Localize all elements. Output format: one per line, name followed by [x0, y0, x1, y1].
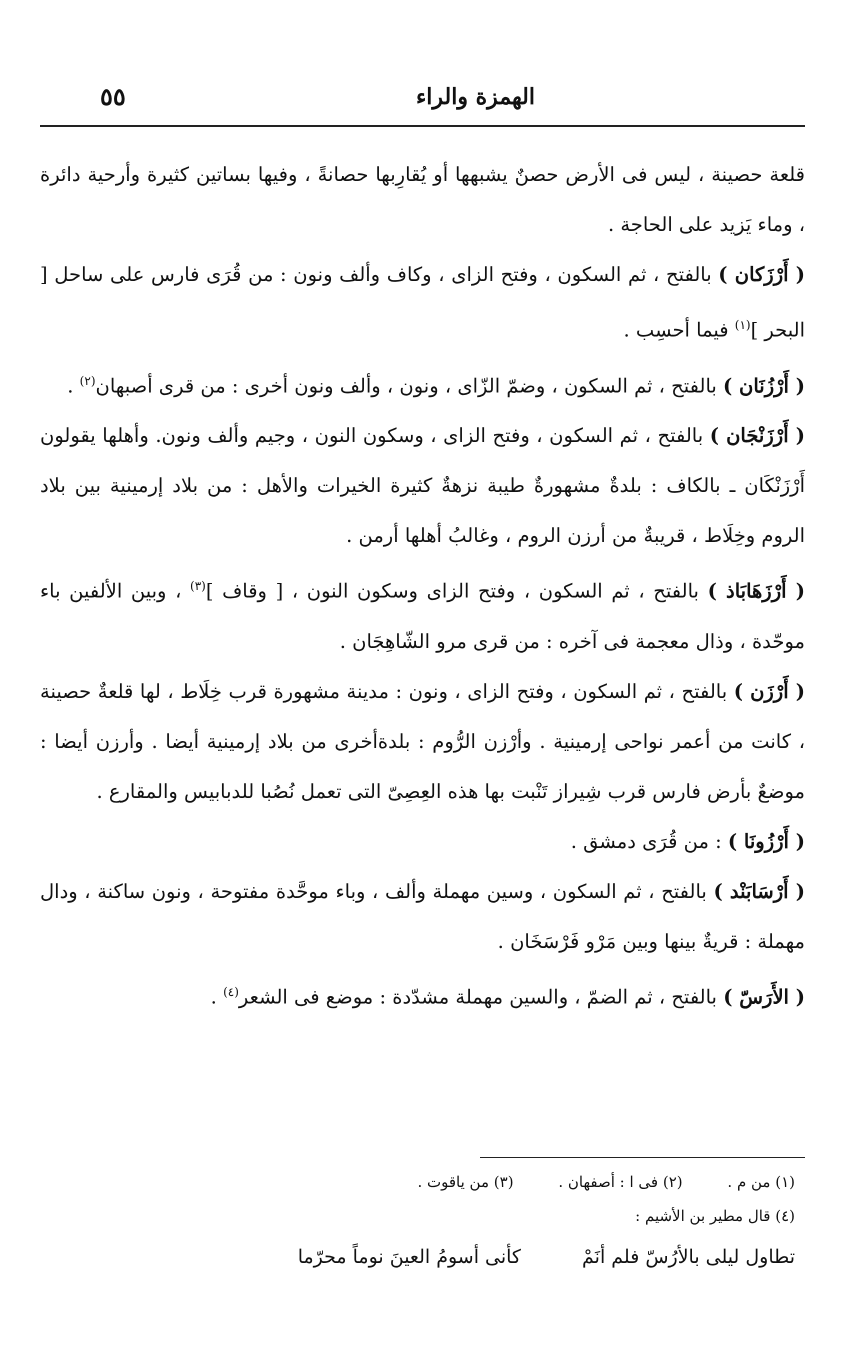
entry-text: بالفتح ، ثم السكون ، وضمّ الزّاى ، ونون ، وألف ونون أخرى : من قرى أصبهان — [95, 374, 724, 397]
entry-text-tail: فيما أحسِب . — [623, 318, 735, 342]
entry-text-tail: ، وبين الألفين باء موحّدة ، وذال معجمة فى آخره : من قرى مرو الشّاهِجَان . — [40, 579, 805, 653]
body-text — [40, 150, 805, 1022]
footnotes — [40, 1165, 795, 1277]
verse-hemistich-1: تطاول ليلى بالأرُسّ فلم أنَمْ — [582, 1246, 795, 1268]
footnote-1: (١) من م . — [727, 1173, 795, 1191]
entry-arsaband — [40, 867, 805, 967]
paragraph-text: قلعة حصينة ، ليس فى الأرض حصنٌ يشبهها أو يُقارِبها حصانةً ، وفيها بساتين كثيرة وأرحية دائرة ، وماء يَزيد على الحاجة . — [40, 163, 805, 236]
entry-text-tail: . — [210, 985, 224, 1008]
paragraph-1 — [40, 150, 805, 250]
footnote-ref: (٣) — [190, 579, 206, 593]
verse-line — [40, 1237, 795, 1277]
footnote-4: (٤) قال مطير بن الأشيم : — [635, 1207, 795, 1225]
footnote-2: (٢) فى ا : أصفهان . — [558, 1173, 683, 1191]
entry-arzan — [40, 667, 805, 817]
entry-arzahabadh — [40, 561, 805, 667]
entry-headword: ( أَرْزَكان ) — [718, 263, 806, 286]
entry-arzanjan — [40, 411, 805, 561]
entry-headword: ( أَرْزُنَان ) — [723, 374, 805, 397]
entry-text: بالفتح ، ثم السكون ، وفتح الزاى ، وكاف وألف ونون : من قُرَى فارس على ساحل [ البحر ] — [40, 263, 805, 342]
running-title: الهمزة والراء — [415, 84, 535, 110]
entry-headword: ( أَرْزَن ) — [733, 679, 806, 703]
entry-text: بالفتح ، ثم الضمّ ، والسين مهملة مشدّدة : موضع فى الشعر — [238, 985, 724, 1008]
entry-headword: ( أَرْزَنْجَان ) — [709, 424, 805, 447]
entry-text: بالفتح ، ثم السكون ، وفتح الزاى ، وسكون النون ، وجيم وألف ونون. وأهلها يقولون أَرْزَنْكَان ـ بالكاف : بلدةٌ مشهورةٌ طيبة نزهةٌ كثيرة الخيرات والأهل : من بلاد إرمينية بين بلاد الروم وخِلَاط ، قريبةٌ من أرزن الروم ، وغالبُ أهلها أرمن . — [40, 424, 805, 547]
entry-arzuna — [40, 817, 805, 867]
entry-headword: ( أَرْزَهَابَاذ ) — [707, 579, 806, 603]
entry-arzakan — [40, 250, 805, 356]
entry-headword: ( الأَرَسّ ) — [723, 985, 805, 1008]
entry-text: : من قُرَى دمشق . — [570, 829, 728, 853]
footnote-rule — [480, 1157, 805, 1158]
entry-headword: ( أَرْسَابَنْد ) — [713, 879, 805, 903]
footnote-ref: (٤) — [223, 984, 239, 999]
entry-text-tail: . — [67, 374, 80, 397]
footnote-ref: (١) — [734, 318, 751, 332]
entry-arzunan — [40, 356, 805, 412]
header-rule — [40, 125, 805, 127]
page-header — [100, 78, 790, 118]
entry-al-aruss — [40, 967, 805, 1023]
entry-text: بالفتح ، ثم السكون ، وسين مهملة وألف ، وباء موحَّدة مفتوحة ، ونون ساكنة ، ودال مهملة : قريةٌ بينها وبين مَرْو فَرْسَخَان . — [40, 879, 805, 953]
entry-text: بالفتح ، ثم السكون ، وفتح الزاى ، ونون : مدينة مشهورة قرب خِلَاط ، لها قلعةٌ حصينة ، كانت من أعمر نواحى إرمينية . وأرْزن الرُّوم : بلدةأخرى من بلاد إرمينية أيضا . وأرزن أيضا : موضعٌ بأرض فارس قرب شِيراز تَنْبت بها هذه العِصِىّ التى تعمل نُصُبا للدبابيس والمقارع . — [40, 679, 805, 803]
footnote-row — [40, 1199, 795, 1233]
footnote-3: (٣) من ياقوت . — [417, 1173, 514, 1191]
footnote-ref: (٢) — [79, 373, 96, 388]
verse-hemistich-2: كأنى أسومُ العينَ نوماً محرّما — [297, 1246, 521, 1268]
footnote-row — [40, 1165, 795, 1199]
entry-headword: ( أَرْزُونَا ) — [727, 829, 805, 853]
page-number: ٥٥ — [100, 82, 126, 111]
entry-text: بالفتح ، ثم السكون ، وفتح الزاى وسكون النون ، [ وقاف ] — [205, 579, 708, 603]
